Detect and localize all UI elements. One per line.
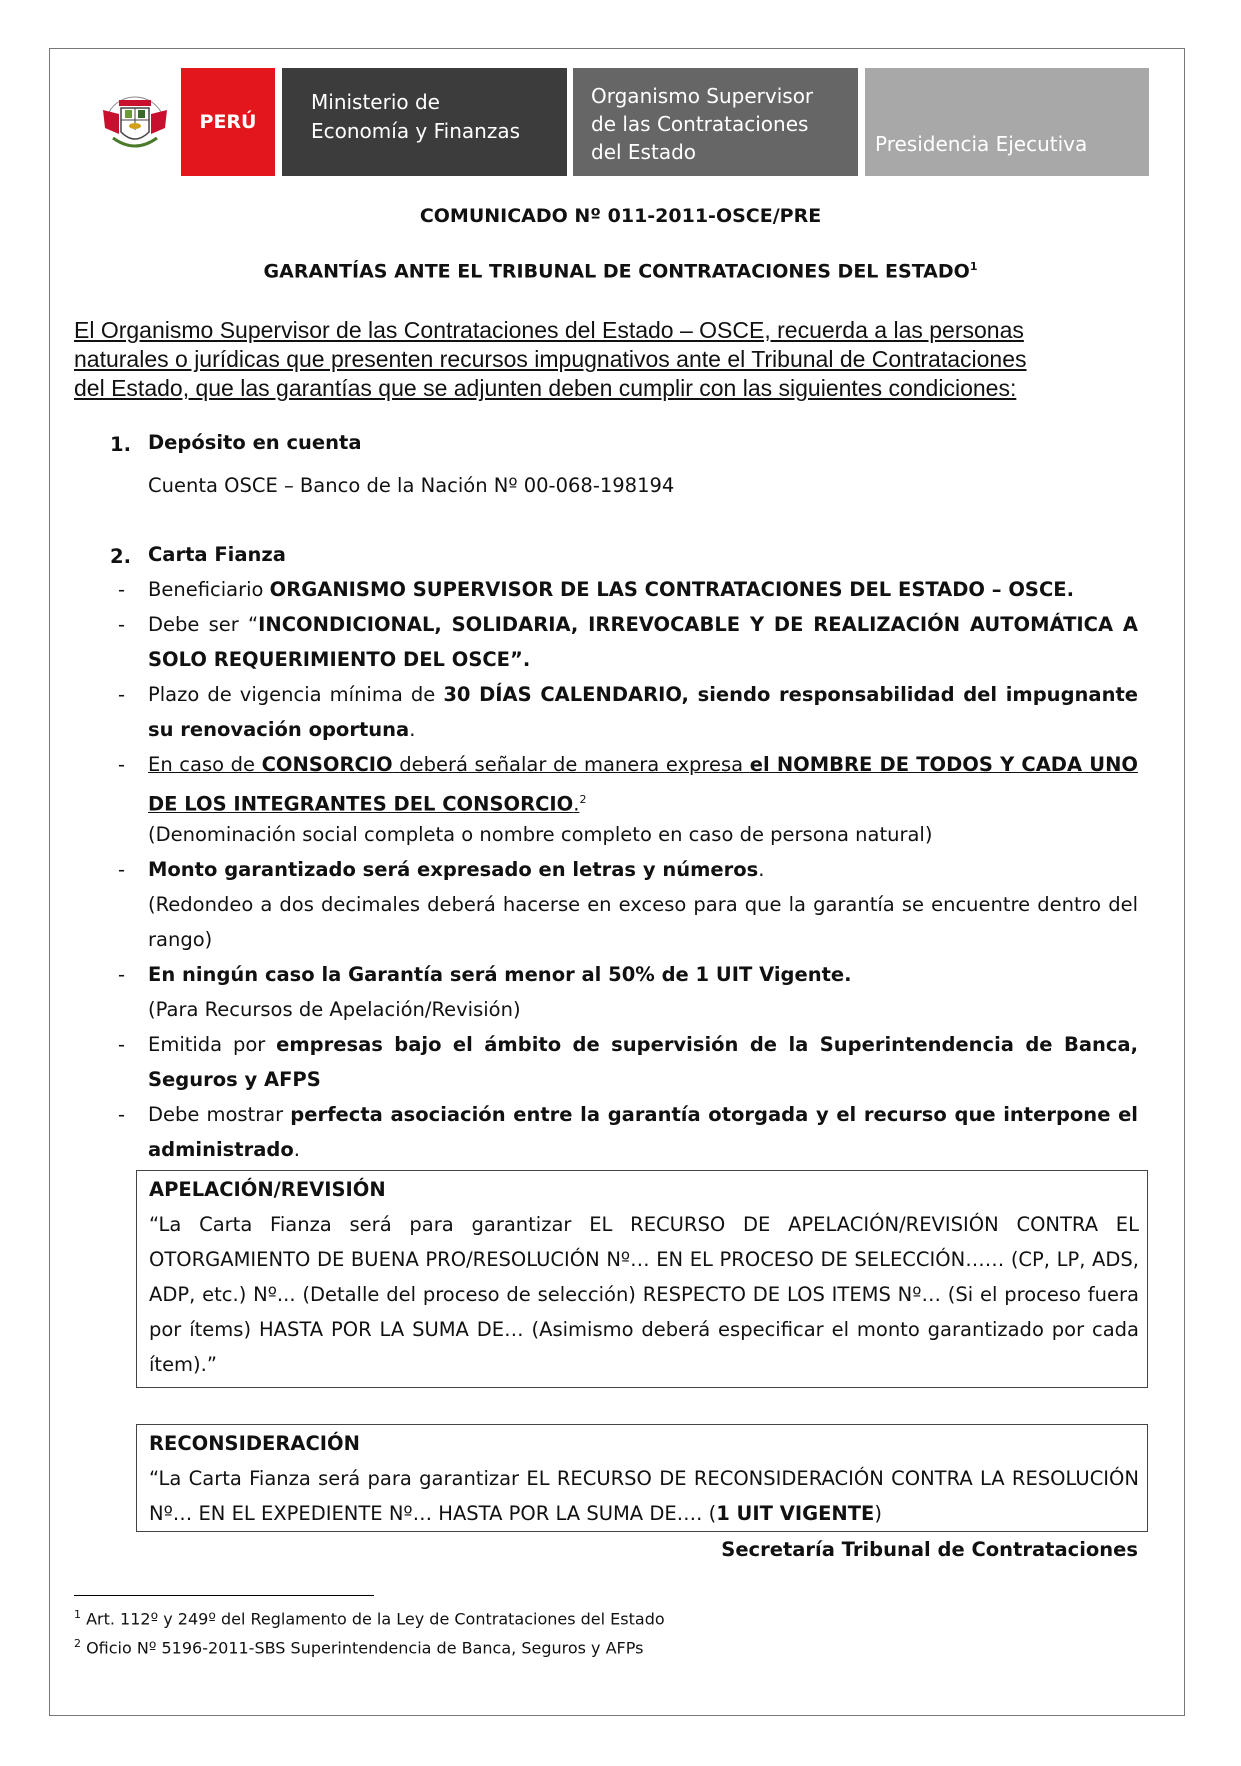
document-title: COMUNICADO Nº 011-2011-OSCE/PRE xyxy=(419,205,822,227)
bullet-dash: - xyxy=(118,1103,126,1126)
section-heading: Depósito en cuenta xyxy=(148,431,362,454)
section-number: 2. xyxy=(110,545,131,568)
list-item: Plazo de vigencia mínima de 30 DÍAS CALENDARIO, siendo responsabilidad del impugnante su renovación oportuna. xyxy=(148,683,1138,741)
bullet-dash: - xyxy=(118,578,126,601)
list-item: Emitida por empresas bajo el ámbito de supervisión de la Superintendencia de Banca, Seguros y AFPS xyxy=(148,1033,1138,1091)
bullet-dash: - xyxy=(118,858,126,881)
intro-paragraph: El Organismo Supervisor de las Contrataciones del Estado – OSCE, recuerda a las personas naturales o jurídicas que presenten recursos impugnativos ante el Tribunal de Contrataciones del Estado, que las garantías que se adjunten deben cumplir con las siguientes condiciones: xyxy=(74,317,1027,401)
box-text: “La Carta Fianza será para garantizar EL RECURSO DE APELACIÓN/REVISIÓN CONTRA EL OTORGAMIENTO DE BUENA PRO/RESOLUCIÓN Nº… EN EL PROCESO DE SELECCIÓN…… (CP, LP, ADS, ADP, etc.) Nº... (Detalle del proceso de selección) RESPECTO DE LOS ITEMS Nº… (Si el proceso fuera por ítems) HASTA POR LA SUMA DE… (Asimismo deberá especificar el monto garantizado por cada ítem).” xyxy=(149,1213,1139,1376)
peru-label: PERÚ xyxy=(181,68,275,176)
list-item: Debe ser “INCONDICIONAL, SOLIDARIA, IRREVOCABLE Y DE REALIZACIÓN AUTOMÁTICA A SOLO REQUERIMIENTO DEL OSCE”. xyxy=(148,613,1138,671)
box-heading: APELACIÓN/REVISIÓN xyxy=(149,1178,386,1201)
footnote: $^2$ Oficio Nº 5196-2011-SBS Superintendencia de Banca, Seguros y AFPs xyxy=(74,1637,644,1658)
bullet-dash: - xyxy=(118,753,126,776)
signature: Secretaría Tribunal de Contrataciones xyxy=(721,1538,1138,1561)
ministry-label: Ministerio de Economía y Finanzas xyxy=(282,68,567,176)
list-item: En ningún caso la Garantía será menor al 50% de 1 UIT Vigente. xyxy=(148,963,852,986)
bullet-dash: - xyxy=(118,613,126,636)
list-item: En caso de CONSORCIO deberá señalar de manera expresa el NOMBRE DE TODOS Y CADA UNO DE LOS INTEGRANTES DEL CONSORCIO.$^2$ xyxy=(148,753,1138,816)
list-item: Debe mostrar perfecta asociación entre la garantía otorgada y el recurso que interpone el administrado. xyxy=(148,1103,1138,1161)
list-item: Monto garantizado será expresado en letras y números. xyxy=(148,858,765,881)
bullet-dash: - xyxy=(118,1033,126,1056)
section-heading: Carta Fianza xyxy=(148,543,286,566)
section-number: 1. xyxy=(110,433,131,456)
list-item-note: (Redondeo a dos decimales deberá hacerse en exceso para que la garantía se encuentre dentro del rango) xyxy=(148,893,1138,951)
document-subtitle: GARANTÍAS ANTE EL TRIBUNAL DE CONTRATACIONES DEL ESTADO$^1$ xyxy=(263,260,978,283)
presidency-label: Presidencia Ejecutiva xyxy=(865,68,1149,176)
footnote-divider xyxy=(74,1595,374,1596)
box-heading: RECONSIDERACIÓN xyxy=(149,1432,360,1455)
bullet-dash: - xyxy=(118,963,126,986)
header-banner xyxy=(95,68,1143,176)
list-item-note: (Denominación social completa o nombre completo en caso de persona natural) xyxy=(148,823,933,846)
account-text: Cuenta OSCE – Banco de la Nación Nº 00-068-198194 xyxy=(148,474,675,497)
list-item: Beneficiario ORGANISMO SUPERVISOR DE LAS CONTRATACIONES DEL ESTADO – OSCE. xyxy=(148,578,1074,601)
appeal-box xyxy=(136,1170,1148,1388)
bullet-dash: - xyxy=(118,683,126,706)
footnote: $^1$ Art. 112º y 249º del Reglamento de la Ley de Contrataciones del Estado xyxy=(74,1608,665,1629)
osce-label: Organismo Supervisor de las Contrataciones del Estado xyxy=(573,68,858,176)
reconsideration-box xyxy=(136,1424,1148,1532)
peru-coat-of-arms-icon xyxy=(95,72,175,172)
list-item-note: (Para Recursos de Apelación/Revisión) xyxy=(148,998,521,1021)
box-text: “La Carta Fianza será para garantizar EL RECURSO DE RECONSIDERACIÓN CONTRA LA RESOLUCIÓN Nº… EN EL EXPEDIENTE Nº… HASTA POR LA SUMA DE…. (1 UIT VIGENTE) xyxy=(149,1467,1139,1525)
